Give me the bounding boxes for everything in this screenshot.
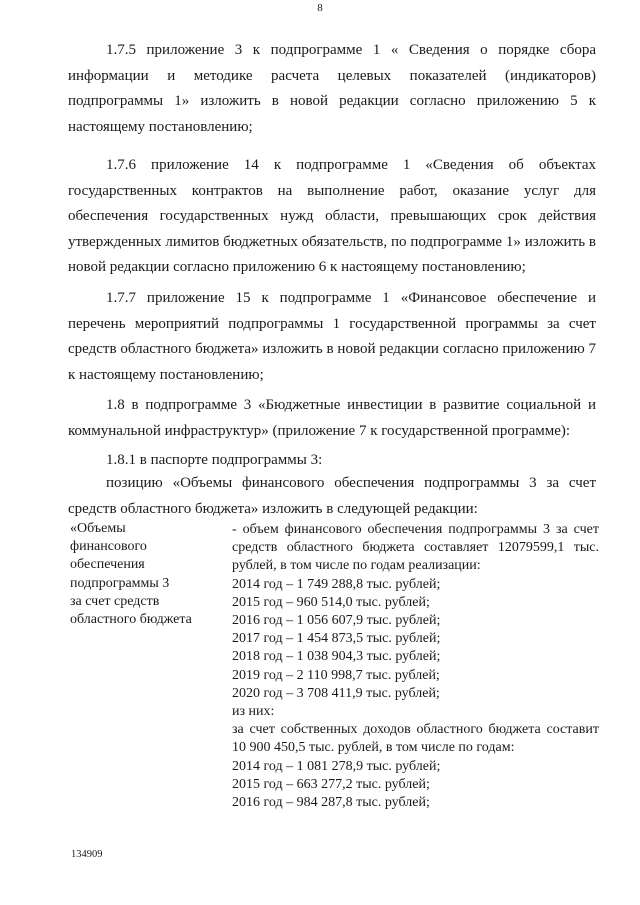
own-income-text: за счет собственных доходов областного бюджета составит 10 900 450,5 тыс. рублей, в том числе по годам: — [232, 722, 599, 756]
year-line: 2018 год – 1 038 904,3 тыс. рублей; — [232, 649, 441, 665]
left-line: за счет средств — [70, 593, 160, 609]
year-line: 2020 год – 3 708 411,9 тыс. рублей; — [232, 685, 440, 701]
page-number: 8 — [317, 2, 323, 14]
year-line: 2019 год – 2 110 998,7 тыс. рублей; — [232, 667, 440, 683]
year-line: 2016 год – 1 056 607,9 тыс. рублей; — [232, 613, 441, 629]
paragraph-1-8-1: 1.8.1 в паспорте подпрограммы 3: — [106, 452, 323, 468]
left-line: подпрограммы 3 — [70, 575, 170, 591]
own-year-line: 2014 год – 1 081 278,9 тыс. рублей; — [232, 758, 441, 774]
left-line: областного бюджета — [70, 612, 192, 628]
of-them-label: из них: — [232, 704, 275, 720]
table-left-column — [70, 520, 220, 629]
left-line: обеспечения — [70, 557, 145, 573]
paragraph-1-7-7: 1.7.7 приложение 15 к подпрограмме 1 «Финансовое обеспечение и перечень мероприятий подпрограммы 1 государственной программы за счет средств областного бюджета» изложить в новой редакции согласно приложению 7 к настоящему постановлению; — [68, 290, 596, 383]
own-year-line: 2016 год – 984 287,8 тыс. рублей; — [232, 795, 430, 811]
left-line: «Объемы — [70, 521, 126, 536]
year-line: 2015 год – 960 514,0 тыс. рублей; — [232, 594, 430, 610]
paragraph-1-7-6: 1.7.6 приложение 14 к подпрограмме 1 «Сведения об объектах государственных контрактов на выполнение работ, оказание услуг для обеспечения государственных нужд области, превышающих срок действия утвержденных лимитов бюджетных обязательств, по подпрограмме 1» изложить в новой редакции согласно приложению 6 к настоящему постановлению; — [68, 157, 596, 275]
table-right-column — [232, 521, 599, 812]
year-line: 2014 год – 1 749 288,8 тыс. рублей; — [232, 576, 441, 592]
funding-intro: - объем финансового обеспечения подпрограммы 3 за счет средств областного бюджета составляет 12079599,1 тыс. рублей, в том числе по годам реализации: — [232, 522, 599, 574]
year-line: 2017 год – 1 454 873,5 тыс. рублей; — [232, 631, 441, 647]
left-line: финансового — [70, 539, 147, 555]
paragraph-position: позицию «Объемы финансового обеспечения подпрограммы 3 за счет средств областного бюджета» изложить в следующей редакции: — [68, 475, 596, 517]
own-year-line: 2015 год – 663 277,2 тыс. рублей; — [232, 776, 430, 792]
paragraph-1-7-5: 1.7.5 приложение 3 к подпрограмме 1 « Сведения о порядке сбора информации и методике расчета целевых показателей (индикаторов) подпрограммы 1» изложить в новой редакции согласно приложению 5 к настоящему постановлению; — [68, 42, 596, 135]
document-code: 134909 — [71, 849, 103, 860]
paragraph-1-8: 1.8 в подпрограмме 3 «Бюджетные инвестиции в развитие социальной и коммунальной инфраструктур» (приложение 7 к государственной программе): — [68, 397, 596, 439]
